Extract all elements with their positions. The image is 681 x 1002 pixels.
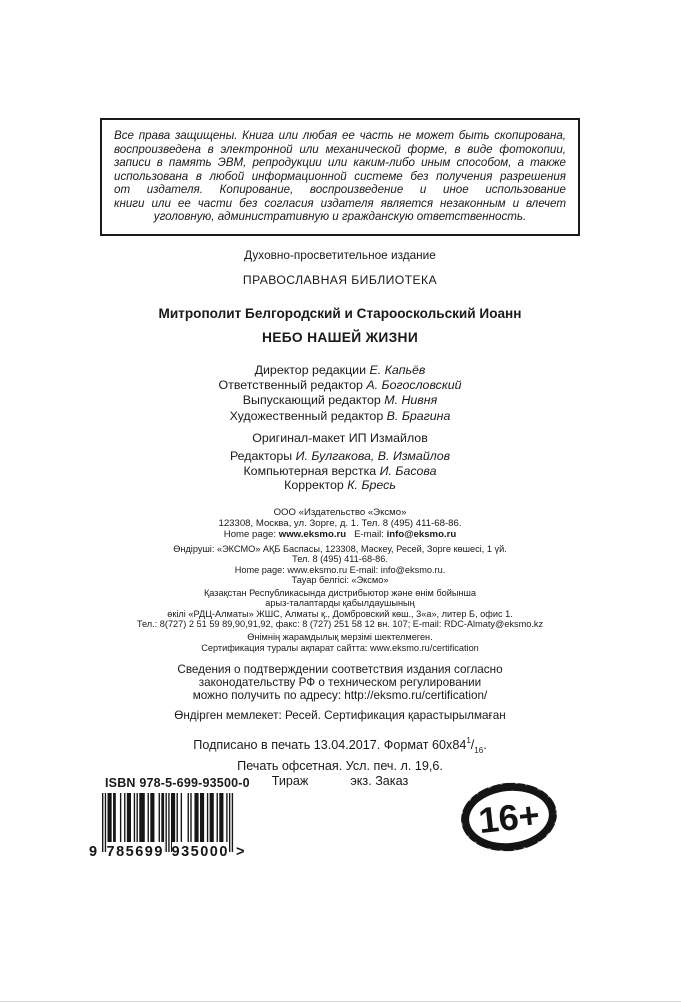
staff-credits-primary [100,363,580,425]
barcode-quiet-zone-mark: > [236,844,246,860]
kz-line: Тел. 8 (495) 411-68-86. [292,554,388,565]
copyright-line: Все права защищены. Книга или любая ее часть не может быть скопирована, [114,129,566,142]
barcode-digit-first: 9 [89,844,99,860]
credit-line: Выпускающий редактор М. Нивня [242,393,438,408]
credit-line: Редакторы И. Булгакова, В. Измайлов [229,449,451,464]
country-of-origin: Өндірген мемлекет: Ресей. Сертификация қарастырылмаған [174,709,506,723]
kz-line: Өндіруші: «ЭКСМО» АҚБ Баспасы, 123308, Мәскеу, Ресей, Зорге көшесі, 1 үй. [173,543,507,554]
copyright-notice-box [100,118,580,236]
copyright-line: использована в любой информационной системе без получения разрешения [114,169,566,183]
isbn-number: ISBN 978-5-699-93500-0 [105,776,250,790]
credit-line: Директор редакции Е. Капьёв [254,362,426,377]
age-badge-label: 16+ [476,793,542,842]
copyright-line: от издателя. Копирование, воспроизведение и иное использование [114,183,566,196]
print-date-format: Подписано в печать 13.04.2017. Формат $60x84^1/_{16}$. [193,736,487,756]
publisher-url: www.eksmo.ru [278,528,347,540]
barcode-digit-group1: 785699 [106,844,164,860]
publisher-contacts: Home page: www.eksmo.ru E-mail: info@eksmo.ru [223,528,457,540]
author-name: Митрополит Белгородский и Старооскольский Иоанн [158,305,522,321]
book-title: НЕБО НАШЕЙ ЖИЗНИ [261,329,419,345]
series-name: ПРАВОСЛАВНАЯ БИБЛИОТЕКА [242,272,438,287]
certification-info [100,663,580,703]
content-column [100,118,580,789]
credit-line: Художественный редактор В. Брагина [229,408,451,423]
ean13-barcode [89,793,246,860]
credit-line: Компьютерная верстка И. Басова [243,463,437,478]
kz-line: Тел.: 8(727) 2 51 59 89,90,91,92, факс: 8 (727) 251 58 12 вн. 107; E-mail: RDC-Almaty@eksmo.kz [136,618,544,629]
isbn-block [89,776,250,860]
credit-line: Корректор К. Бресь [284,478,396,493]
publisher-address: 123308, Москва, ул. Зорге, д. 1. Тел. 8 (495) 411-68-86. [218,517,462,529]
staff-credits-secondary [100,449,580,493]
copyright-line: воспроизведена в электронной или механической форме, в виде фотокопии, [114,142,566,156]
cert-line: можно получить по адресу: http://eksmo.ru/certification/ [192,689,488,703]
kz-line: Өнімнің жарамдылық мерзімі шектелмеген. [247,632,433,643]
cert-line: законодательству РФ о техническом регулировании [198,676,482,690]
print-method: Печать офсетная. Усл. печ. л. 19,6. [237,758,443,773]
barcode-digit-group2: 935000 [171,844,229,860]
cert-line: Сведения о подтверждении соответствия издания согласно [177,662,503,676]
layout-credit: Оригинал-макет ИП Измайлов [252,431,428,446]
kz-line: Тауар белгісі: «Эксмо» [291,574,389,585]
copyright-line: книги или ее части без согласия издателя является незаконным и влечет [114,196,566,210]
kz-line: Сертификация туралы ақпарат сайтта: www.eksmo.ru/certification [201,642,479,653]
kz-line: Қазақстан Республикасында дистрибьютор және өнім бойынша [203,588,477,599]
age-restriction-badge [454,774,563,860]
kz-line: өкілі «РДЦ-Алматы» ЖШС, Алматы қ., Домбровский көш., 3«а», литер Б, офис 1. [167,608,513,619]
kz-line: Home page: www.eksmo.ru E-mail: info@eksmo.ru. [234,564,446,575]
publisher-info-kz [100,544,580,653]
publisher-info-ru [100,507,580,540]
publisher-email: info@eksmo.ru [386,528,457,540]
credit-line: Ответственный редактор А. Богословский [218,377,462,392]
kz-line: арыз-талаптарды қабылдаушының [265,598,415,609]
copyright-line: уголовную, административную и гражданскую ответственность. [153,210,527,223]
publisher-name: ООО «Издательство «Эксмо» [273,506,407,518]
copyright-line: записи в память ЭВМ, репродукции или каким-либо иным способом, а также [114,156,566,169]
print-tirage: Тираж экз. Заказ [271,773,409,788]
edition-type: Духовно-просветительное издание [244,247,436,262]
